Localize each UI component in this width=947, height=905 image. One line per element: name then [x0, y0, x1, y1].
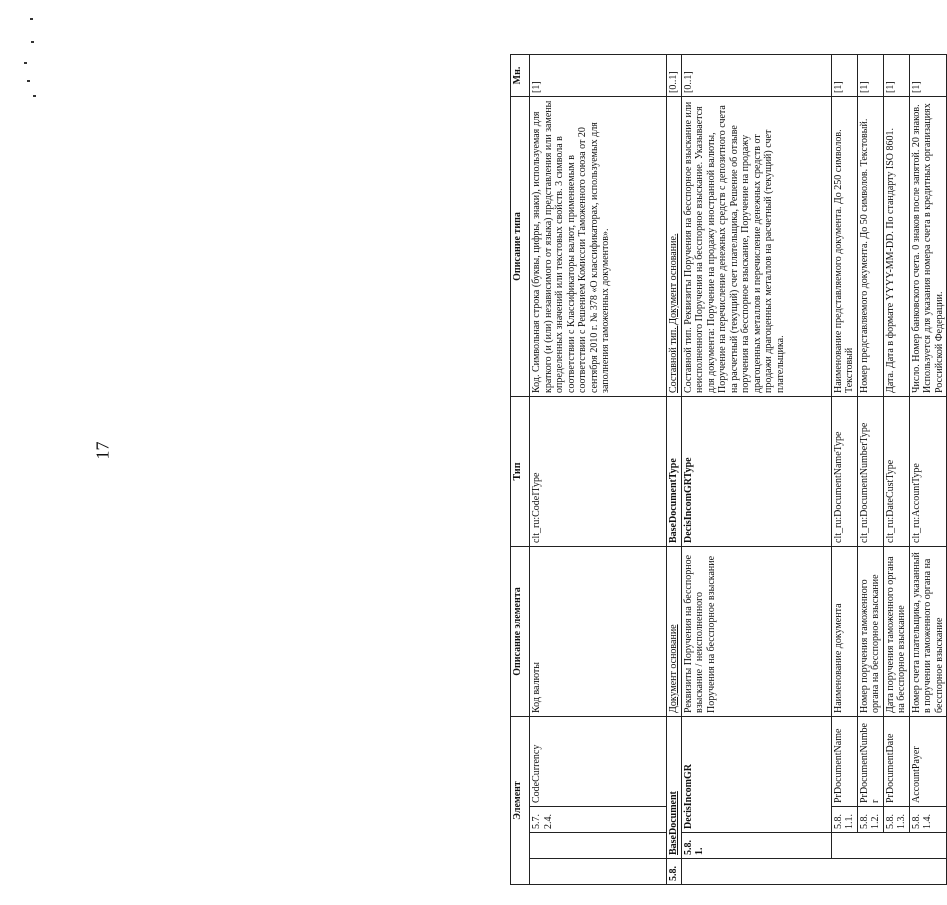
page-number: 17: [92, 441, 113, 460]
row-number: 5.8.1.2.: [857, 807, 883, 833]
row-name: PrDocumentNumber: [857, 717, 883, 807]
header-type-description: Описание типа: [511, 97, 530, 397]
row-type: clt_ru:DateCustType: [883, 397, 909, 547]
header-type: Тип: [511, 397, 530, 547]
table-row: [857, 55, 883, 885]
row-multiplicity: [1]: [530, 55, 667, 97]
row-type-description: Номер представляемого документа. До 50 символов. Текстовый.: [857, 97, 883, 397]
row-type-description: Число. Номер банковского счета. 0 знаков после запятой. 20 знаков. Используется для указания номера счета в кредитных организациях Российской Федерации.: [909, 97, 947, 397]
row-description: Дата поручения таможенного органа на бесспорное взыскание: [883, 547, 909, 717]
table-row: [530, 55, 667, 885]
row-description: Номер счета плательщика, указанный в поручении таможенного органа на бесспорное взыскание: [909, 547, 947, 717]
row-type-description: Наименование представляемого документа. До 250 символов. Текстовый: [831, 97, 857, 397]
table-row: [681, 55, 831, 885]
row-multiplicity: [1]: [883, 55, 909, 97]
row-name: PrDocumentName: [831, 717, 857, 807]
row-number: 5.8.1.3.: [883, 807, 909, 833]
row-type-description: Дата. Дата в формате YYYY-MM-DD. По стандарту ISO 8601.: [883, 97, 909, 397]
row-name: PrDocumentDate: [883, 717, 909, 807]
row-multiplicity: [1]: [831, 55, 857, 97]
row-name: DecisIncomGR: [681, 717, 831, 833]
row-type: DecisIncomGRType: [681, 397, 831, 547]
row-type-description: Составной тип. Реквизиты Поручения на бесспорное взыскание или неисполненного Поручения на бесспорное взыскание. Указывается для документа: Поручение на продажу иностранной валюты, Поручение на перечисление денежных средств с депозитного счета на расчетный (текущий) счет плательщика, Решение об отзыве поручения на бесспорное взыскание, Поручение на продажу драгоценных металлов и перечисление денежных средств от продажи драгоценных металлов на расчетный (текущий) счет плательщика.: [681, 97, 831, 397]
row-name: BaseDocument: [667, 717, 682, 859]
element-table: [510, 54, 947, 885]
row-number: 5.8.1.: [681, 833, 831, 859]
row-multiplicity: [0..1]: [667, 55, 682, 97]
row-multiplicity: [0..1]: [681, 55, 831, 97]
table-row: [667, 55, 682, 885]
row-type: clt_ru:AccountType: [909, 397, 947, 547]
row-multiplicity: [1]: [857, 55, 883, 97]
header-multiplicity: Мн.: [511, 55, 530, 97]
row-type-description: Код. Символьная строка (буквы, цифры, знаки), используемая для краткого (и (или) независимого от языка) представления или замены определенных значений или текстовых свойств. 3 символа в соответствии с Классификаторы валют, применяемым в соответствии с Решением Комиссии Таможенного союза от 20 сентября 2010 г. № 378 «О классификаторах, используемых для заполнения таможенных документов».: [530, 97, 667, 397]
row-description: Номер поручения таможенного органа на бесспорное взыскание: [857, 547, 883, 717]
row-multiplicity: [1]: [909, 55, 947, 97]
row-description: Документ основание: [667, 547, 682, 717]
row-type: clt_ru:DocumentNameType: [831, 397, 857, 547]
row-number: 5.7.2.4.: [530, 807, 667, 833]
table-row: [831, 55, 857, 885]
row-type: clt_ru:DocumentNumberType: [857, 397, 883, 547]
row-number: 5.8.1.4.: [909, 807, 947, 833]
row-description: Реквизиты Поручения на бесспорное взыскание / неисполненного Поручения на бесспорное взыскание: [681, 547, 831, 717]
header-element-description: Описание элемента: [511, 547, 530, 717]
table-row: [883, 55, 909, 885]
row-description: Наименование документа: [831, 547, 857, 717]
table-row: [909, 55, 947, 885]
header-element: Элемент: [511, 717, 530, 885]
row-type: clt_ru:CodeIType: [530, 397, 667, 547]
row-description: Код валюты: [530, 547, 667, 717]
row-type: BaseDocumentType: [667, 397, 682, 547]
table-header-row: [511, 55, 530, 885]
row-number: 5.8.: [667, 859, 682, 885]
row-name: AccountPayer: [909, 717, 947, 807]
row-name: CodeCurrency: [530, 717, 667, 807]
row-type-description: Составной тип. Документ основание.: [667, 97, 682, 397]
row-number: 5.8.1.1.: [831, 807, 857, 833]
